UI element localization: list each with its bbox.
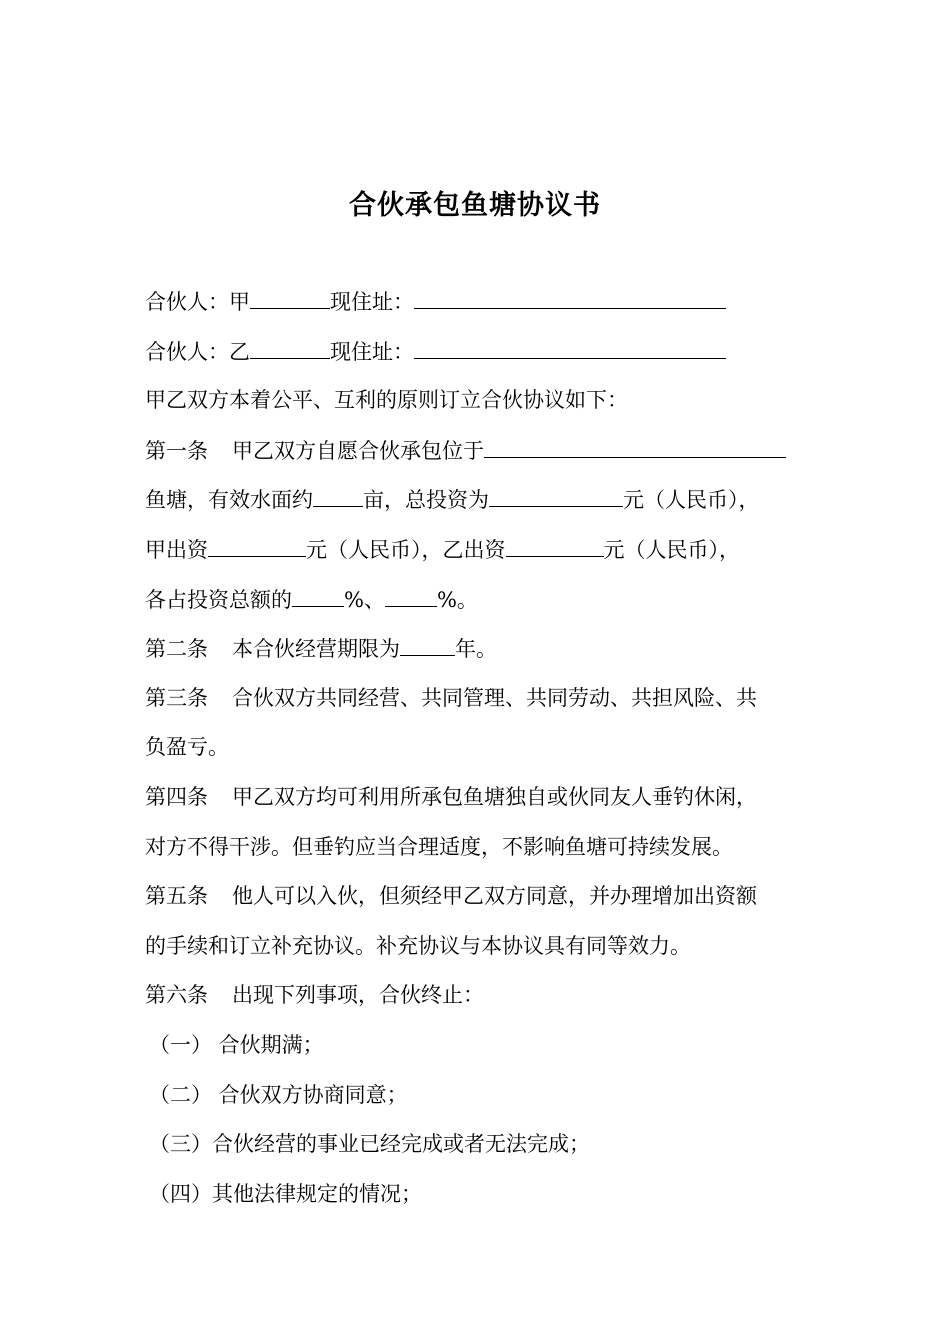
article3-line2: 负盈亏。: [145, 735, 229, 760]
location-blank: [484, 433, 786, 458]
article5-line1: [145, 879, 810, 929]
list-item: （一） 合伙期满；: [149, 1032, 324, 1057]
article1-line2: [145, 482, 810, 532]
article4-line2: 对方不得干涉。但垂钓应当合理适度，不影响鱼塘可持续发展。: [145, 834, 733, 859]
article5-heading: 第五条: [145, 884, 208, 909]
article1-text: 亩，总投资为: [363, 488, 489, 513]
article2-text: 本合伙经营期限为: [232, 637, 400, 662]
article2-text: 年。: [455, 637, 497, 662]
partner-b-address-label: 现住址：: [330, 339, 414, 364]
partner-a-address-blank: [414, 284, 726, 309]
article5-line2: 的手续和订立补充协议。补充协议与本协议具有同等效力。: [145, 933, 691, 958]
article1-text: 元（人民币），乙出资: [306, 537, 506, 562]
article6-heading: 第六条: [145, 983, 208, 1008]
partner-b-label: 合伙人：乙: [145, 339, 250, 364]
article4-line1: [145, 780, 810, 830]
party-b-share-blank: [385, 582, 437, 607]
article1-text: 甲乙双方自愿合伙承包位于: [232, 438, 484, 463]
list-item: （三）合伙经营的事业已经完成或者无法完成；: [149, 1132, 590, 1157]
article3-text: 合伙双方共同经营、共同管理、共同劳动、共担风险、共: [232, 685, 757, 710]
party-a-share-blank: [292, 582, 344, 607]
article3-heading: 第三条: [145, 685, 208, 710]
area-blank: [313, 482, 363, 507]
partner-a-label: 合伙人：甲: [145, 290, 250, 314]
article6-text: 出现下列事项，合伙终止：: [232, 983, 484, 1008]
document-body: [145, 284, 810, 1226]
party-b-investment-blank: [506, 532, 604, 557]
article1-text: 元（人民币），: [623, 488, 760, 513]
document-title: 合伙承包鱼塘协议书: [349, 190, 601, 221]
total-investment-blank: [489, 482, 623, 507]
article5-text: 他人可以入伙，但须经甲乙双方同意，并办理增加出资额: [232, 884, 757, 909]
article6-line: [145, 978, 810, 1028]
party-a-investment-blank: [208, 532, 306, 557]
article1-line4: [145, 582, 810, 632]
article1-line3: [145, 532, 810, 582]
article4-heading: 第四条: [145, 784, 208, 809]
article1-text: %。: [436, 587, 478, 612]
article1-text: 元（人民币），: [603, 537, 740, 562]
list-item: （二） 合伙双方协商同意；: [149, 1082, 408, 1107]
partner-b-address-blank: [414, 334, 726, 359]
article2-line: [145, 631, 810, 681]
article1-heading: 第一条: [145, 438, 208, 463]
term-years-blank: [400, 631, 455, 656]
intro-line: 甲乙双方本着公平、互利的原则订立合伙协议如下：: [145, 388, 628, 413]
partner-a-address-label: 现住址：: [330, 290, 414, 314]
article3-line1: [145, 681, 810, 731]
article1-text: 各占投资总额的: [145, 587, 292, 612]
list-item: （四）其他法律规定的情况；: [149, 1181, 422, 1206]
partner-b-name-blank: [250, 334, 330, 359]
article2-heading: 第二条: [145, 637, 208, 662]
article4-text: 甲乙双方均可利用所承包鱼塘独自或伙同友人垂钓休闲，: [232, 784, 757, 809]
partner-b-line: [145, 334, 810, 384]
article1-text: 鱼塘，有效水面约: [145, 488, 313, 513]
partner-a-name-blank: [250, 284, 330, 309]
article1-text: 甲出资: [145, 537, 208, 562]
partner-a-line: [145, 284, 810, 334]
article1-text: %、: [344, 587, 385, 612]
article1-line1: [145, 433, 810, 483]
